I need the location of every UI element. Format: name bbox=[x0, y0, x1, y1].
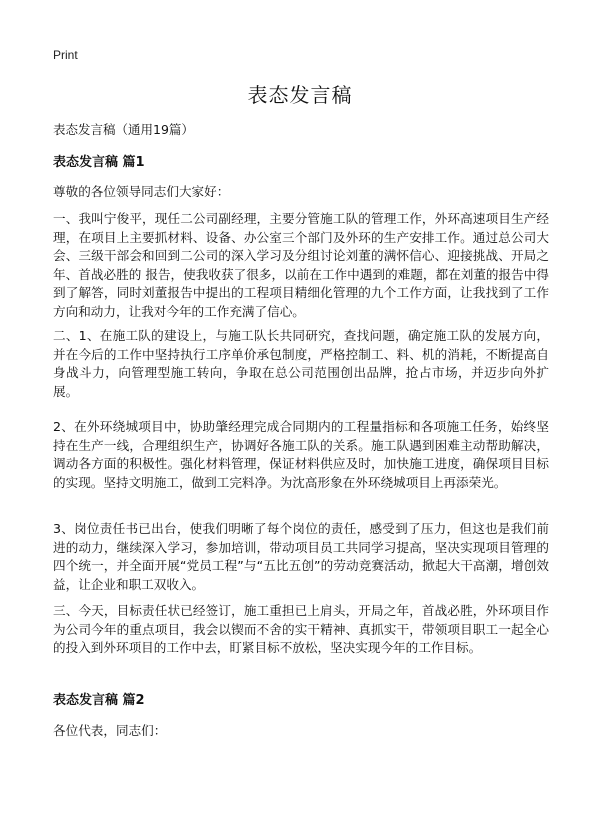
greeting-1: 尊敬的各位领导同志们大家好： bbox=[53, 184, 230, 199]
page-title: 表态发言稿 bbox=[247, 83, 353, 107]
paragraph-5: 三、今天，目标责任状已经签订，施工重担已上肩头，开局之年，首战必胜，外环项目作为公司今年的重点项目，我会以锲而不舍的实干精神、真抓实干，带领项目职工一起全心的投入到外环项目的工作中去，盯紧目标不放松，坚决实现今年的工作目标。 bbox=[53, 603, 549, 656]
paragraph-2: 二、1、在施工队的建设上，与施工队长共同研究，查找问题，确定施工队的发展方向，并在今后的工作中坚持执行工序单价承包制度，严格控制工、料、机的消耗，不断提高自身战斗力，向管理型施工转向，争取在总公司范围创出品牌，抢占市场，并迈步向外扩展。 bbox=[53, 328, 549, 399]
section-heading-2: 表态发言稿 篇2 bbox=[53, 693, 145, 708]
section-heading-1: 表态发言稿 篇1 bbox=[53, 155, 145, 170]
greeting-2: 各位代表，同志们： bbox=[53, 723, 167, 738]
document-subtitle: 表态发言稿（通用19篇） bbox=[53, 122, 194, 137]
print-link[interactable]: Print bbox=[53, 48, 78, 62]
paragraph-4: 3、岗位责任书已出台，使我们明晰了每个岗位的责任，感受到了压力，但这也是我们前进的动力，继续深入学习，参加培训，带动项目员工共同学习提高，坚决实现项目管理的四个统一，并全面开展“党员工程”与“五比五创”的劳动竞赛活动，掀起大干高潮，增创效益，让企业和职工双收入。 bbox=[53, 521, 549, 592]
paragraph-1: 一、我叫宁俊平，现任二公司副经理，主要分管施工队的管理工作，外环高速项目生产经理，在项目上主要抓材料、设备、办公室三个部门及外环的生产安排工作。通过总公司大会、三级干部会和回到二公司的深入学习及分组讨论刘董的满怀信心、迎接挑战、开局之年、首战必胜的 报告，使我收获了很多，以前在工作中遇到的难题，都在刘董的报告中得到了解答，同时刘董报告中提出的工程项目精细化管理的九个工作方面，让我找到了工作方向和动力，让我对今年的工作充满了信心。 bbox=[53, 211, 549, 319]
paragraph-3: 2、在外环绕城项目中，协助肇经理完成合同期内的工程量指标和各项施工任务，始终坚持在生产一线，合理组织生产，协调好各施工队的关系。施工队遇到困难主动帮助解决，调动各方面的积极性。强化材料管理，保证材料供应及时，加快施工进度，确保项目目标的实现。坚持文明施工，做到工完料净。为沈高形象在外环绕城项目上再添荣光。 bbox=[53, 419, 549, 490]
